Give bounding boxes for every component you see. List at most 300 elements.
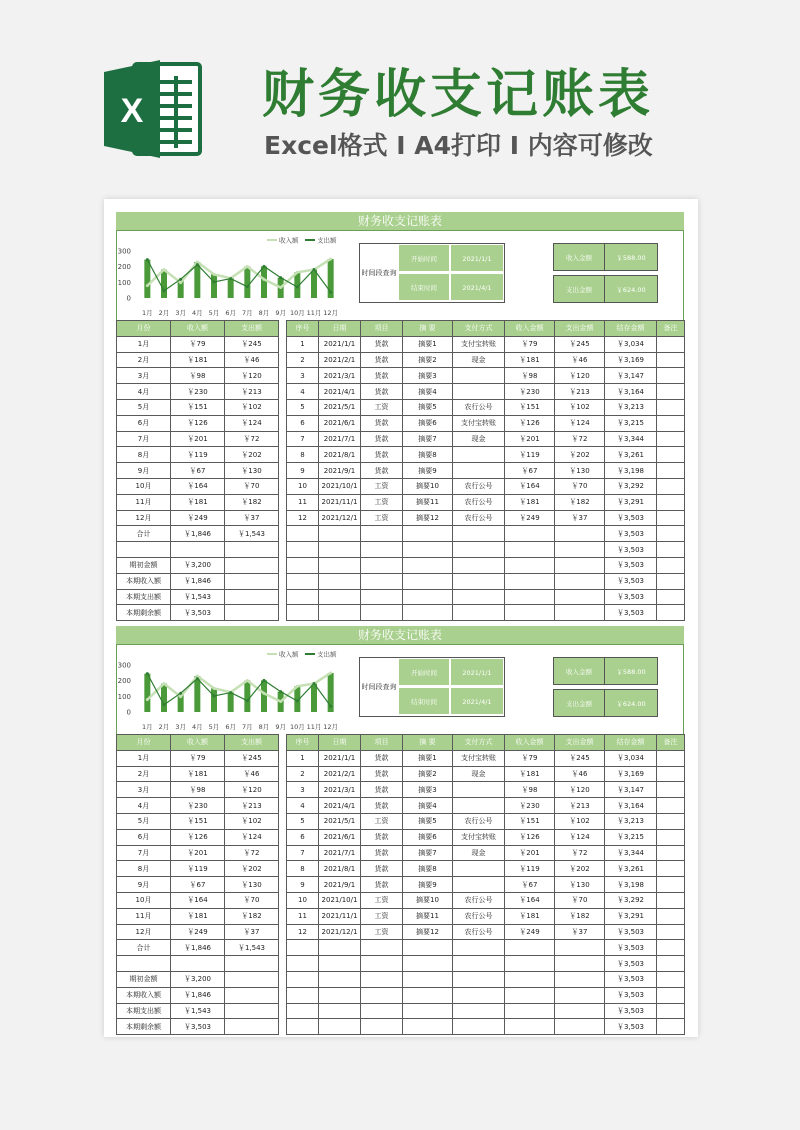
table-cell: 2月 [117, 352, 171, 368]
table-cell: 摘要5 [403, 399, 453, 415]
y-tick-label: 300 [117, 247, 131, 256]
table-cell: ￥3,261 [605, 447, 657, 463]
data-point [229, 691, 232, 694]
table-cell: ￥79 [505, 750, 555, 766]
table-cell: ￥120 [555, 782, 605, 798]
table-cell: 11月 [117, 494, 171, 510]
date-range-query [359, 243, 505, 303]
table-cell [319, 1003, 361, 1019]
table-cell [361, 956, 403, 972]
table-cell: 农行公号 [453, 494, 505, 510]
table-cell [555, 1019, 605, 1035]
table-cell [225, 542, 279, 558]
end-date-input[interactable]: 2021/4/1 [450, 273, 504, 301]
table-row [117, 798, 279, 814]
table-cell: 6月 [117, 415, 171, 431]
table-row [117, 877, 279, 893]
table-cell [319, 987, 361, 1003]
table-cell: 2 [287, 352, 319, 368]
table-cell [453, 463, 505, 479]
table-cell: 2021/3/1 [319, 782, 361, 798]
table-cell: 2021/2/1 [319, 766, 361, 782]
table-row [287, 798, 685, 814]
chart-bar [311, 683, 317, 712]
table-cell [225, 573, 279, 589]
table-cell: 工资 [361, 510, 403, 526]
table-cell: ￥202 [225, 447, 279, 463]
table-cell [453, 987, 505, 1003]
table-cell: ￥249 [171, 924, 225, 940]
table-cell [657, 589, 685, 605]
table-cell [361, 605, 403, 621]
table-cell: ￥70 [555, 892, 605, 908]
data-point [146, 258, 149, 261]
table-cell: ￥3,503 [605, 510, 657, 526]
table-cell: 1月 [117, 750, 171, 766]
table-cell: 摘要2 [403, 766, 453, 782]
table-cell: ￥3,503 [605, 940, 657, 956]
table-cell [657, 1019, 685, 1035]
table-cell [453, 798, 505, 814]
table-cell: 摘要12 [403, 924, 453, 940]
table-cell: 货款 [361, 368, 403, 384]
table-cell: ￥3,503 [605, 924, 657, 940]
table-cell: ￥3,215 [605, 415, 657, 431]
table-cell [657, 971, 685, 987]
table-header-row [117, 735, 279, 751]
table-row [287, 368, 685, 384]
sheet-title: 财务收支记账表 [116, 626, 684, 644]
x-tick-label: 2月 [158, 723, 170, 731]
table-cell: ￥3,503 [605, 987, 657, 1003]
table-cell: 3 [287, 782, 319, 798]
column-header: 日期 [319, 735, 361, 751]
data-point [146, 698, 149, 701]
table-cell: 摘要10 [403, 478, 453, 494]
table-cell: ￥46 [225, 352, 279, 368]
table-cell: ￥181 [171, 908, 225, 924]
table-cell: ￥67 [505, 877, 555, 893]
table-cell: 2021/1/1 [319, 750, 361, 766]
table-cell [657, 368, 685, 384]
x-tick-label: 12月 [323, 723, 339, 731]
table-cell: ￥130 [555, 877, 605, 893]
table-cell: ￥213 [555, 384, 605, 400]
table-cell: 农行公号 [453, 510, 505, 526]
table-cell: 2021/7/1 [319, 431, 361, 447]
legend-label: 支出额 [317, 650, 337, 659]
monthly-summary-table [116, 734, 279, 1035]
table-cell [555, 971, 605, 987]
chart-bar [311, 269, 317, 298]
expense-amount-value: ￥624.00 [604, 689, 658, 717]
table-cell [453, 1019, 505, 1035]
table-cell: 3月 [117, 782, 171, 798]
table-cell: ￥3,198 [605, 877, 657, 893]
table-cell: 9月 [117, 877, 171, 893]
table-cell: ￥3,503 [605, 1003, 657, 1019]
table-row [287, 415, 685, 431]
data-point [246, 265, 249, 268]
data-point [246, 699, 249, 702]
table-cell: 摘要11 [403, 494, 453, 510]
x-tick-label: 7月 [242, 723, 253, 731]
start-date-label: 开始时间 [398, 658, 450, 686]
column-header: 日期 [319, 321, 361, 337]
table-cell: 工资 [361, 478, 403, 494]
chart-bar [244, 681, 250, 712]
table-cell: 货款 [361, 447, 403, 463]
table-cell: 9 [287, 877, 319, 893]
table-cell [287, 971, 319, 987]
table-row [287, 557, 685, 573]
data-point [196, 674, 199, 677]
table-row [117, 589, 279, 605]
table-row [287, 399, 685, 415]
data-point [179, 281, 182, 284]
table-cell: ￥151 [171, 813, 225, 829]
table-row [287, 877, 685, 893]
x-tick-label: 5月 [208, 723, 220, 731]
table-cell [361, 987, 403, 1003]
income-amount-label: 收入金额 [553, 657, 605, 685]
table-cell [657, 605, 685, 621]
table-cell: 10月 [117, 478, 171, 494]
table-cell: ￥3,169 [605, 766, 657, 782]
table-cell: ￥181 [505, 766, 555, 782]
data-point [163, 682, 166, 685]
table-cell [453, 384, 505, 400]
table-cell: 支付宝转账 [453, 336, 505, 352]
table-cell [657, 478, 685, 494]
chart-bar [161, 684, 167, 712]
table-row [117, 1003, 279, 1019]
table-cell: ￥102 [555, 813, 605, 829]
column-header: 项目 [361, 321, 403, 337]
table-cell [505, 573, 555, 589]
table-cell: 5月 [117, 399, 171, 415]
table-cell: ￥164 [505, 478, 555, 494]
x-tick-label: 10月 [289, 309, 305, 317]
table-cell: ￥72 [555, 431, 605, 447]
table-cell: 摘要11 [403, 908, 453, 924]
income-expense-chart [117, 647, 349, 733]
table-cell [657, 956, 685, 972]
table-cell: 合计 [117, 940, 171, 956]
table-cell [657, 924, 685, 940]
table-cell [287, 1019, 319, 1035]
page-subtitle: Excel格式 I A4打印 I 内容可修改 [264, 131, 653, 160]
data-point [163, 703, 166, 706]
table-cell [225, 605, 279, 621]
table-cell [319, 1019, 361, 1035]
data-point [279, 286, 282, 289]
table-cell [225, 1019, 279, 1035]
table-cell: ￥3,503 [605, 1019, 657, 1035]
table-cell: ￥3,215 [605, 829, 657, 845]
table-cell: ￥201 [171, 845, 225, 861]
column-header: 支出金额 [555, 321, 605, 337]
x-tick-label: 9月 [275, 723, 286, 731]
table-cell: ￥3,503 [605, 573, 657, 589]
table-cell [657, 510, 685, 526]
table-cell: ￥151 [505, 399, 555, 415]
date-range-query [359, 657, 505, 717]
table-cell: 摘要1 [403, 750, 453, 766]
data-point [163, 268, 166, 271]
table-cell: 4 [287, 798, 319, 814]
data-point [263, 278, 266, 281]
table-cell: ￥3,213 [605, 399, 657, 415]
table-cell: ￥181 [505, 908, 555, 924]
table-cell: ￥1,846 [171, 526, 225, 542]
table-cell: 摘要9 [403, 463, 453, 479]
end-date-input[interactable]: 2021/4/1 [450, 687, 504, 715]
table-row [117, 940, 279, 956]
column-header: 收入额 [171, 321, 225, 337]
y-tick-label: 0 [126, 708, 131, 717]
table-cell [657, 750, 685, 766]
table-cell: 农行公号 [453, 924, 505, 940]
query-label-line1: 时间段 [361, 683, 383, 691]
table-cell: ￥3,200 [171, 557, 225, 573]
table-cell: 2021/2/1 [319, 352, 361, 368]
data-point [263, 692, 266, 695]
table-cell [505, 987, 555, 1003]
excel-logo-icon [104, 60, 202, 158]
table-cell [657, 829, 685, 845]
table-cell [361, 940, 403, 956]
table-cell: 2021/1/1 [319, 336, 361, 352]
table-cell: 期初金额 [117, 971, 171, 987]
table-cell: 现金 [453, 431, 505, 447]
table-cell: ￥3,503 [605, 557, 657, 573]
table-cell: 6 [287, 829, 319, 845]
x-tick-label: 6月 [225, 309, 236, 317]
table-row [287, 766, 685, 782]
table-cell: 2021/11/1 [319, 908, 361, 924]
table-cell: 6 [287, 415, 319, 431]
table-cell: ￥213 [225, 798, 279, 814]
table-cell: ￥102 [225, 813, 279, 829]
table-cell [453, 1003, 505, 1019]
table-row [287, 940, 685, 956]
table-cell [657, 877, 685, 893]
table-cell [505, 605, 555, 621]
table-cell [657, 987, 685, 1003]
table-cell: ￥3,503 [605, 526, 657, 542]
data-point [196, 263, 199, 266]
table-cell [453, 573, 505, 589]
page-title: 财务收支记账表 [262, 65, 655, 125]
table-cell: 货款 [361, 431, 403, 447]
chart-bar [228, 692, 234, 712]
table-cell [555, 956, 605, 972]
start-date-input[interactable]: 2021/1/1 [450, 658, 504, 686]
table-cell [555, 557, 605, 573]
table-cell: ￥3,200 [171, 971, 225, 987]
start-date-label: 开始时间 [398, 244, 450, 272]
table-cell: ￥3,291 [605, 494, 657, 510]
table-cell [657, 399, 685, 415]
table-cell: ￥164 [171, 892, 225, 908]
column-header: 支出金额 [555, 735, 605, 751]
table-cell: 4 [287, 384, 319, 400]
table-cell [287, 1003, 319, 1019]
table-cell: 摘要1 [403, 336, 453, 352]
table-cell [657, 798, 685, 814]
table-cell: 5 [287, 813, 319, 829]
table-cell: ￥3,292 [605, 892, 657, 908]
table-row [117, 971, 279, 987]
column-header: 备注 [657, 321, 685, 337]
table-cell [287, 526, 319, 542]
table-cell: ￥67 [171, 463, 225, 479]
table-cell: ￥46 [555, 766, 605, 782]
table-row [117, 1019, 279, 1035]
table-cell [453, 368, 505, 384]
table-cell: ￥37 [555, 510, 605, 526]
table-cell: 摘要10 [403, 892, 453, 908]
table-cell [361, 971, 403, 987]
table-cell [117, 542, 171, 558]
income-amount-value: ￥588.00 [604, 657, 658, 685]
table-cell: ￥3,503 [605, 971, 657, 987]
x-tick-label: 12月 [323, 309, 339, 317]
table-cell: ￥72 [225, 845, 279, 861]
table-cell: ￥72 [225, 431, 279, 447]
table-cell: 1 [287, 750, 319, 766]
table-cell [657, 352, 685, 368]
column-header: 摘 要 [403, 321, 453, 337]
x-tick-label: 10月 [289, 723, 305, 731]
table-cell: ￥3,034 [605, 750, 657, 766]
table-cell: ￥124 [225, 415, 279, 431]
table-cell: ￥164 [505, 892, 555, 908]
table-cell [453, 589, 505, 605]
data-point [213, 281, 216, 284]
table-header-row [287, 321, 685, 337]
table-row [117, 415, 279, 431]
start-date-input[interactable]: 2021/1/1 [450, 244, 504, 272]
table-cell [361, 542, 403, 558]
table-cell: ￥1,846 [171, 573, 225, 589]
table-cell [505, 557, 555, 573]
y-tick-label: 200 [117, 263, 131, 272]
table-cell: 2月 [117, 766, 171, 782]
column-header: 支出额 [225, 735, 279, 751]
table-cell [403, 589, 453, 605]
table-cell [657, 782, 685, 798]
table-cell: ￥37 [225, 510, 279, 526]
table-cell: ￥126 [505, 829, 555, 845]
page-header [0, 0, 800, 195]
table-cell: 本期支出额 [117, 1003, 171, 1019]
data-point [196, 260, 199, 263]
table-cell [505, 971, 555, 987]
table-cell: 2021/6/1 [319, 415, 361, 431]
x-tick-label: 3月 [175, 723, 186, 731]
table-row [117, 542, 279, 558]
table-cell: 现金 [453, 766, 505, 782]
table-cell [657, 845, 685, 861]
x-tick-label: 1月 [142, 723, 153, 731]
table-cell [225, 956, 279, 972]
table-cell [453, 956, 505, 972]
table-cell: ￥3,164 [605, 384, 657, 400]
data-point [213, 273, 216, 276]
table-cell [361, 526, 403, 542]
table-row [287, 336, 685, 352]
chart-bar [228, 278, 234, 298]
table-cell [403, 573, 453, 589]
table-row [117, 510, 279, 526]
table-cell: 摘要12 [403, 510, 453, 526]
table-cell: ￥181 [171, 494, 225, 510]
x-tick-label: 7月 [242, 309, 253, 317]
table-cell [657, 813, 685, 829]
table-cell [555, 1003, 605, 1019]
table-row [287, 924, 685, 940]
table-cell: 12 [287, 924, 319, 940]
table-cell: 11月 [117, 908, 171, 924]
table-cell: ￥70 [225, 478, 279, 494]
table-cell: ￥3,503 [605, 542, 657, 558]
table-row [117, 782, 279, 798]
table-cell: 7 [287, 431, 319, 447]
table-row [287, 892, 685, 908]
table-cell: ￥181 [505, 494, 555, 510]
table-cell: 2021/12/1 [319, 924, 361, 940]
table-cell: ￥230 [171, 384, 225, 400]
table-cell: 摘要8 [403, 447, 453, 463]
table-cell: 货款 [361, 766, 403, 782]
table-cell: 2021/3/1 [319, 368, 361, 384]
table-row [117, 987, 279, 1003]
table-cell: ￥119 [171, 861, 225, 877]
table-cell [657, 415, 685, 431]
table-row [287, 447, 685, 463]
table-row [117, 557, 279, 573]
table-cell: ￥126 [171, 415, 225, 431]
table-row [287, 478, 685, 494]
column-header: 支付方式 [453, 321, 505, 337]
table-row [117, 447, 279, 463]
table-row [287, 526, 685, 542]
table-row [287, 589, 685, 605]
table-cell [657, 447, 685, 463]
table-cell: 8 [287, 861, 319, 877]
table-row [287, 510, 685, 526]
table-cell [505, 526, 555, 542]
table-cell [361, 589, 403, 605]
data-point [313, 268, 316, 271]
table-cell: 货款 [361, 750, 403, 766]
table-cell: ￥67 [505, 463, 555, 479]
table-cell: 货款 [361, 336, 403, 352]
data-point [213, 687, 216, 690]
table-cell: ￥3,198 [605, 463, 657, 479]
table-cell: 摘要5 [403, 813, 453, 829]
table-cell: 2021/4/1 [319, 798, 361, 814]
table-cell [319, 557, 361, 573]
table-cell: 支付宝转账 [453, 750, 505, 766]
table-row [287, 1003, 685, 1019]
table-cell [361, 1003, 403, 1019]
column-header: 支付方式 [453, 735, 505, 751]
table-row [287, 782, 685, 798]
table-cell: ￥3,164 [605, 798, 657, 814]
